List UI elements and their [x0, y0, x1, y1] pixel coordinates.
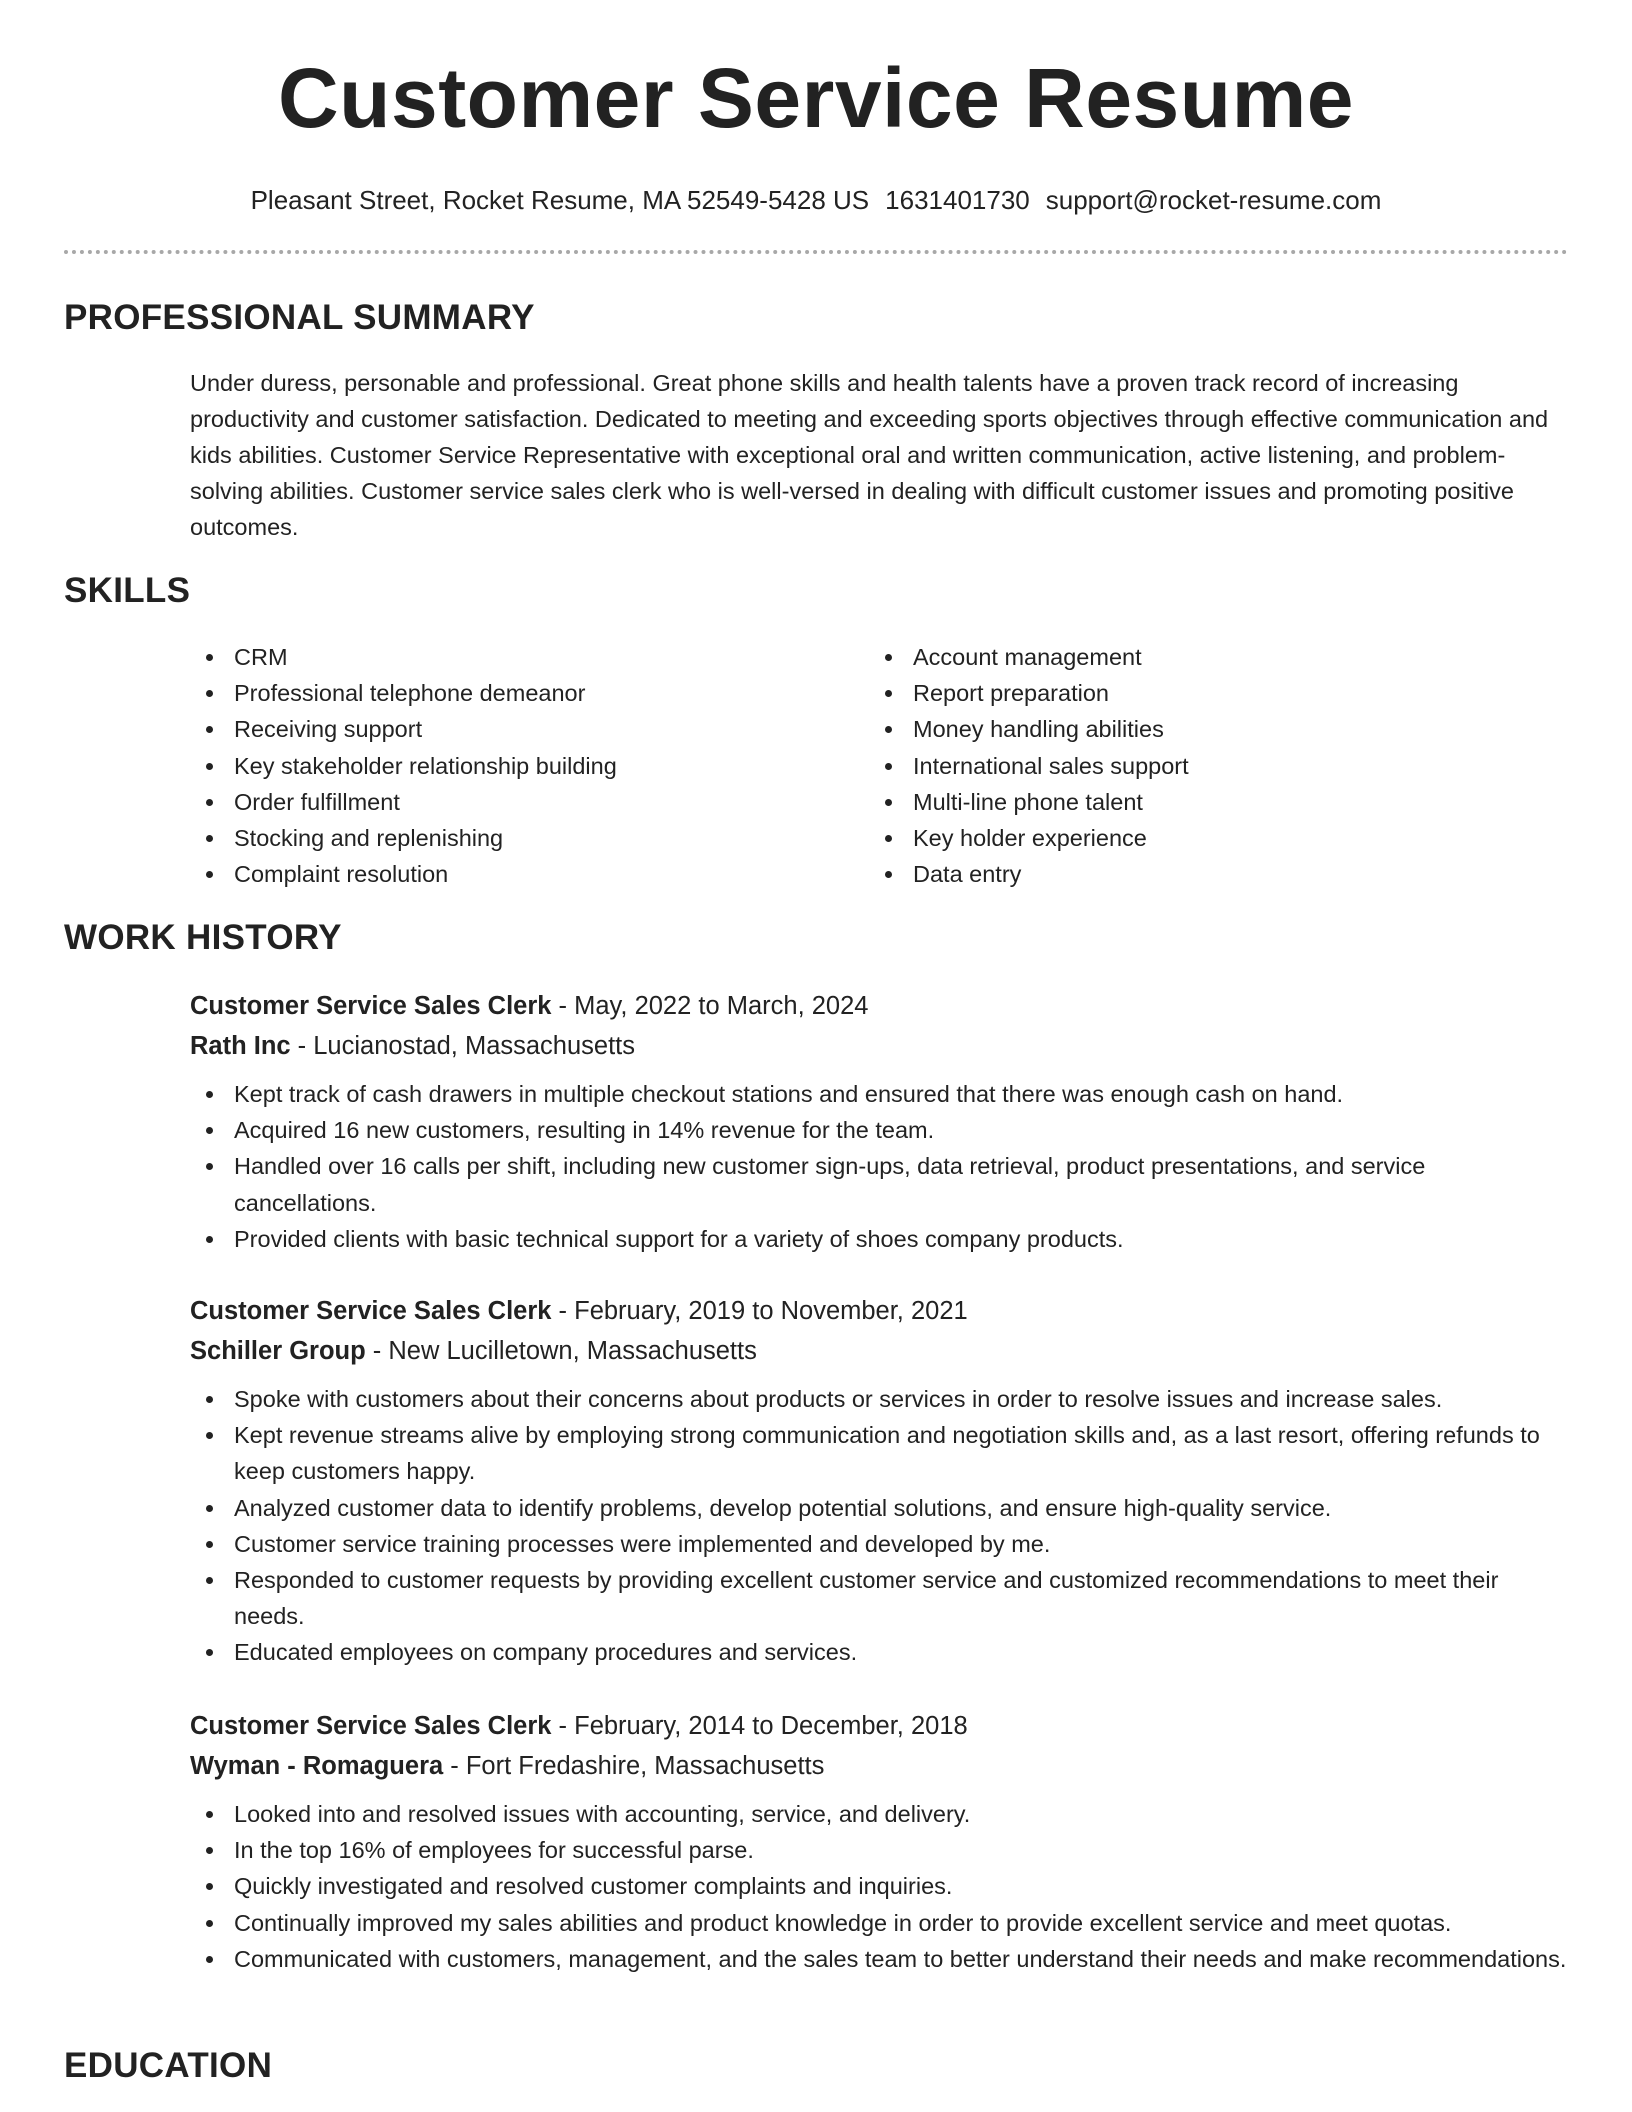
resume-title: Customer Service Resume: [278, 51, 1354, 145]
contact-email[interactable]: support@rocket-resume.com: [1045, 185, 1382, 215]
job-bullet: Continually improved my sales abilities and product knowledge in order to provide excellent service and meet quotas.: [190, 1905, 1570, 1941]
job-company: Rath Inc: [190, 1032, 291, 1060]
job-role-line: [190, 986, 1570, 1026]
header-divider: [64, 250, 1568, 254]
job-dates: - February, 2019 to November, 2021: [551, 1297, 968, 1325]
job-bullet: Responded to customer requests by providing excellent customer service and customized recommendations to meet their needs.: [190, 1562, 1570, 1634]
job-bullet: Analyzed customer data to identify problems, develop potential solutions, and ensure high-quality service.: [190, 1490, 1570, 1526]
job-dates: - May, 2022 to March, 2024: [551, 992, 869, 1020]
skill-item: Money handling abilities: [869, 711, 1469, 747]
contact-address: Pleasant Street, Rocket Resume, MA 52549-5428 US: [250, 185, 870, 215]
skill-item: Professional telephone demeanor: [190, 675, 790, 711]
job-bullet: Communicated with customers, management, and the sales team to better understand their needs and make recommendations.: [190, 1941, 1570, 1977]
job-entry: [190, 1291, 1570, 1671]
section-title-education: EDUCATION: [64, 2046, 273, 2085]
job-entry: [190, 986, 1570, 1257]
job-bullet: Educated employees on company procedures and services.: [190, 1634, 1570, 1670]
contact-phone: 1631401730: [885, 185, 1030, 215]
skill-item: Key stakeholder relationship building: [190, 748, 790, 784]
skill-item: Complaint resolution: [190, 856, 790, 892]
job-company-line: [190, 1331, 1570, 1371]
job-role: Customer Service Sales Clerk: [190, 992, 552, 1020]
skill-item: CRM: [190, 639, 790, 675]
section-title-skills: SKILLS: [64, 571, 191, 610]
skill-item: Multi-line phone talent: [869, 784, 1469, 820]
job-bullet: Provided clients with basic technical support for a variety of shoes company products.: [190, 1221, 1570, 1257]
job-bullet: Spoke with customers about their concerns about products or services in order to resolve issues and increase sales.: [190, 1381, 1570, 1417]
job-company-line: [190, 1746, 1570, 1786]
job-role-line: [190, 1706, 1570, 1746]
job-bullet: Kept track of cash drawers in multiple checkout stations and ensured that there was enough cash on hand.: [190, 1076, 1570, 1112]
job-role: Customer Service Sales Clerk: [190, 1297, 552, 1325]
skill-item: Report preparation: [869, 675, 1469, 711]
job-dates: - February, 2014 to December, 2018: [551, 1712, 968, 1740]
job-bullet: Kept revenue streams alive by employing strong communication and negotiation skills and, as a last resort, offering refunds to keep customers happy.: [190, 1417, 1570, 1489]
job-bullets: [190, 1076, 1570, 1257]
job-location: - New Lucilletown, Massachusetts: [365, 1337, 757, 1365]
job-company: Schiller Group: [190, 1337, 366, 1365]
section-title-summary: PROFESSIONAL SUMMARY: [64, 298, 535, 337]
job-bullets: [190, 1796, 1570, 1977]
job-location: - Lucianostad, Massachusetts: [290, 1032, 636, 1060]
job-bullet: Quickly investigated and resolved customer complaints and inquiries.: [190, 1868, 1570, 1904]
skills-list-left: [190, 639, 790, 892]
job-role: Customer Service Sales Clerk: [190, 1712, 552, 1740]
skill-item: Receiving support: [190, 711, 790, 747]
job-bullet: Looked into and resolved issues with accounting, service, and delivery.: [190, 1796, 1570, 1832]
skill-item: Data entry: [869, 856, 1469, 892]
skill-item: Stocking and replenishing: [190, 820, 790, 856]
contact-info: [0, 182, 1632, 218]
skill-item: Account management: [869, 639, 1469, 675]
skills-list-right: [869, 639, 1469, 892]
job-bullet: Acquired 16 new customers, resulting in 14% revenue for the team.: [190, 1112, 1570, 1148]
job-role-line: [190, 1291, 1570, 1331]
section-title-work-history: WORK HISTORY: [64, 918, 342, 957]
skill-item: International sales support: [869, 748, 1469, 784]
job-location: - Fort Fredashire, Massachusetts: [443, 1752, 825, 1780]
job-bullet: Customer service training processes were implemented and developed by me.: [190, 1526, 1570, 1562]
job-company-line: [190, 1026, 1570, 1066]
job-bullet: Handled over 16 calls per shift, including new customer sign-ups, data retrieval, product presentations, and service cancellations.: [190, 1148, 1570, 1220]
job-entry: [190, 1706, 1570, 1977]
job-company: Wyman - Romaguera: [190, 1752, 444, 1780]
job-bullets: [190, 1381, 1570, 1671]
skill-item: Key holder experience: [869, 820, 1469, 856]
skill-item: Order fulfillment: [190, 784, 790, 820]
summary-text: Under duress, personable and professional. Great phone skills and health talents have a proven track record of increasing productivity and customer satisfaction. Dedicated to meeting and exceeding sports objectives through effective communication and kids abilities. Customer Service Representative with exceptional oral and written communication, active listening, and problem-solving abilities. Customer service sales clerk who is well-versed in dealing with difficult customer issues and promoting positive outcomes.: [190, 370, 1549, 540]
job-bullet: In the top 16% of employees for successful parse.: [190, 1832, 1570, 1868]
